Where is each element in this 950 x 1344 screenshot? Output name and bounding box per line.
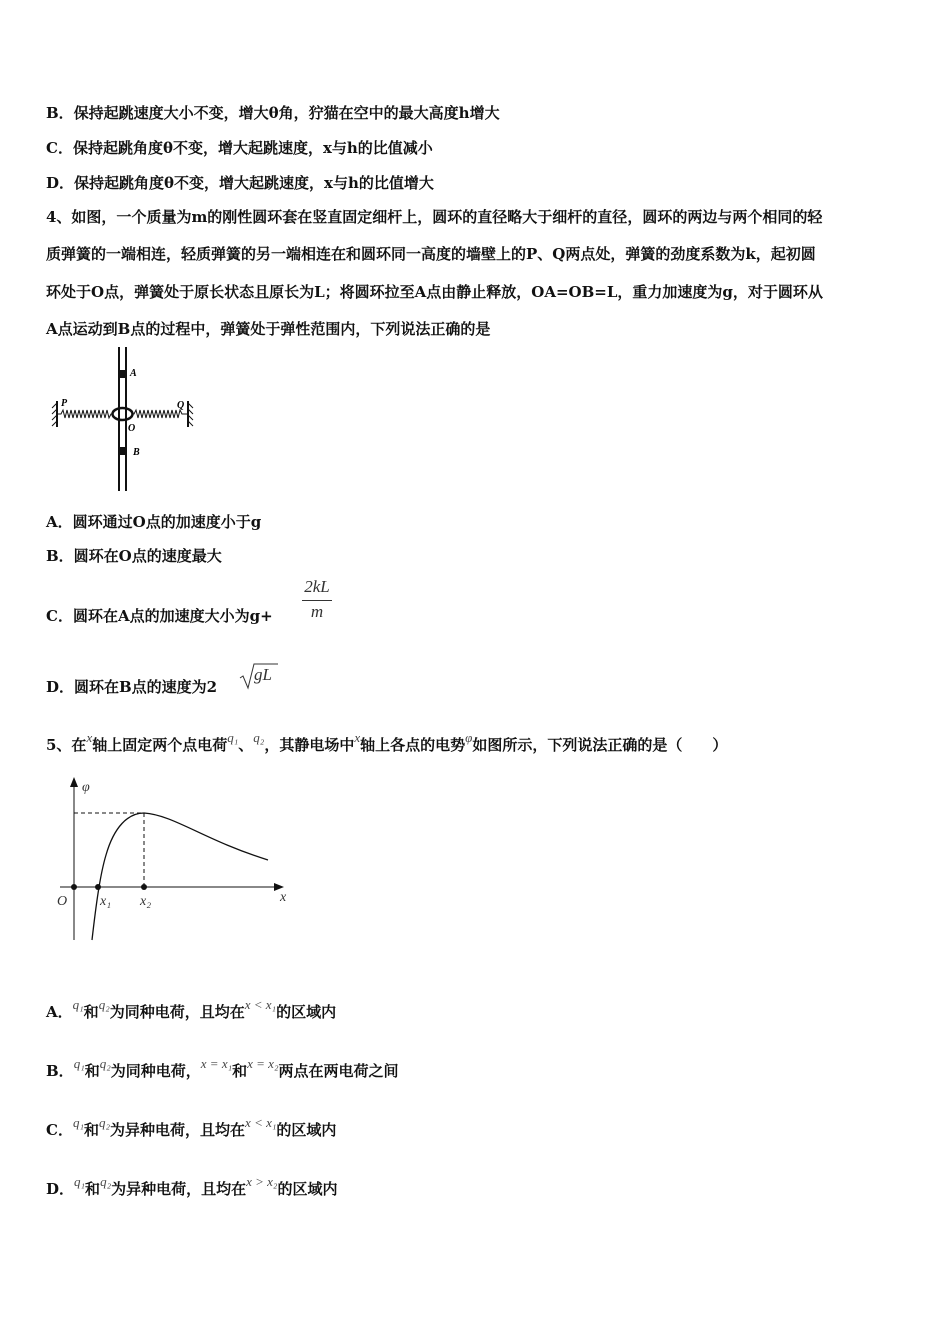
option-text: 为同种电荷，且均在: [109, 1003, 245, 1021]
math-x: x: [86, 730, 93, 745]
option-label: B．: [46, 1062, 74, 1080]
option-label: A．: [46, 1003, 73, 1021]
option-end: 的区域内: [276, 1121, 337, 1139]
q4-stem-line-2: 质弹簧的一端相连，轻质弹簧的另一端相连在和圆环同一高度的墙壁上的P、Q两点处，弹簧的劲度系数为k，起初圆: [46, 245, 816, 263]
math-q2: q₂: [98, 997, 110, 1012]
math-q2: q₂: [99, 1115, 111, 1130]
y-axis-arrow: [70, 777, 78, 787]
q5-stem-part2: 轴上固定两个点电荷: [92, 736, 228, 754]
option-text: 为异种电荷，且均在: [111, 1180, 247, 1198]
math-condition-1: x = x₁: [200, 1056, 233, 1071]
label-b: B: [133, 447, 140, 458]
right-spring: [131, 410, 188, 418]
and-text: 和: [84, 1062, 100, 1080]
x1-point: [95, 884, 101, 890]
q5-stem: [46, 730, 728, 755]
option-label: C．: [46, 1121, 73, 1139]
math-condition: x > x₂: [246, 1174, 278, 1189]
option-label: D．: [46, 1180, 75, 1198]
option-text: 为异种电荷，且均在: [110, 1121, 246, 1139]
math-condition-2: x = x₂: [247, 1056, 279, 1071]
fraction-numerator: 2kL: [304, 577, 330, 596]
q5-stem-part1: 5、在: [46, 736, 87, 754]
ring: [113, 408, 133, 420]
q3-option-d: D．保持起跳角度θ不变，增大起跳速度，x与h的比值增大: [46, 174, 434, 192]
x2-label: x₂: [140, 894, 152, 909]
and-text: 和: [85, 1180, 101, 1198]
q4-option-a: A．圆环通过O点的加速度小于g: [46, 513, 262, 531]
q5-option-c: [46, 1115, 337, 1140]
point-a-marker: [119, 370, 126, 378]
math-x: x: [354, 730, 361, 745]
math-q2: q₂: [253, 730, 265, 745]
label-q: Q: [177, 400, 185, 411]
math-q1: q₁: [72, 997, 84, 1012]
q4-spring-figure: [52, 347, 197, 492]
potential-graph: [54, 775, 304, 945]
and-text: 和: [83, 1121, 99, 1139]
x-axis-label: x: [280, 890, 287, 905]
math-condition: x < x₁: [245, 1115, 277, 1130]
label-o: O: [128, 423, 136, 434]
and-text: 和: [83, 1003, 99, 1021]
q5-option-d: [46, 1174, 338, 1199]
q5-stem-part6: 如图所示，下列说法正确的是（ ）: [472, 736, 728, 754]
and-text: 和: [232, 1062, 248, 1080]
math-q1: q₁: [74, 1174, 86, 1189]
q5-stem-part4: ，其静电场中: [264, 736, 355, 754]
label-a: A: [130, 368, 137, 379]
q5-option-b: [46, 1056, 399, 1081]
label-p: P: [61, 398, 68, 409]
q4-option-c: C．圆环在A点的加速度大小为g+: [46, 607, 273, 625]
math-q1: q₁: [72, 1115, 84, 1130]
math-q2: q₂: [99, 1056, 111, 1071]
x1-label: x₁: [100, 894, 112, 909]
option-text: 为同种电荷，: [110, 1062, 201, 1080]
option-end: 的区域内: [277, 1180, 338, 1198]
point-b-marker: [119, 447, 126, 455]
left-spring: [57, 410, 114, 418]
math-phi: φ: [465, 730, 473, 745]
option-end: 的区域内: [276, 1003, 337, 1021]
q3-option-c: C．保持起跳角度θ不变，增大起跳速度，x与h的比值减小: [46, 139, 433, 157]
q3-option-b: B．保持起跳速度大小不变，增大θ角，狞猫在空中的最大高度h增大: [46, 104, 500, 122]
sqrt-radicand: gL: [254, 665, 272, 684]
q4-option-b: B．圆环在O点的速度最大: [46, 547, 222, 565]
fraction-bar: [302, 600, 332, 601]
y-axis-label: φ: [82, 780, 90, 795]
fraction-denominator: m: [310, 602, 324, 621]
q4-stem-line-4: A点运动到B点的过程中，弹簧处于弹性范围内，下列说法正确的是: [46, 320, 491, 338]
potential-curve: [92, 813, 268, 940]
option-end: 两点在两电荷之间: [278, 1062, 399, 1080]
math-condition: x < x₁: [244, 997, 277, 1012]
q5-stem-part3: 、: [238, 736, 254, 754]
q5-stem-part5: 轴上各点的电势: [360, 736, 466, 754]
x2-point: [141, 884, 147, 890]
math-q1: q₁: [227, 730, 239, 745]
q5-option-a: [46, 997, 337, 1022]
q4-stem-line-1: 4、如图，一个质量为m的刚性圆环套在竖直固定细杆上，圆环的直径略大于细杆的直径，圆环的两边与两个相同的轻: [46, 208, 823, 226]
q4-option-d: D．圆环在B点的速度为2: [46, 678, 218, 696]
math-q1: q₁: [73, 1056, 85, 1071]
origin-label: O: [57, 894, 68, 909]
origin-point: [71, 884, 77, 890]
math-q2: q₂: [100, 1174, 112, 1189]
q4-stem-line-3: 环处于O点，弹簧处于原长状态且原长为L；将圆环拉至A点由静止释放，OA=OB=L，重力加速度为g，对于圆环从: [46, 283, 823, 301]
